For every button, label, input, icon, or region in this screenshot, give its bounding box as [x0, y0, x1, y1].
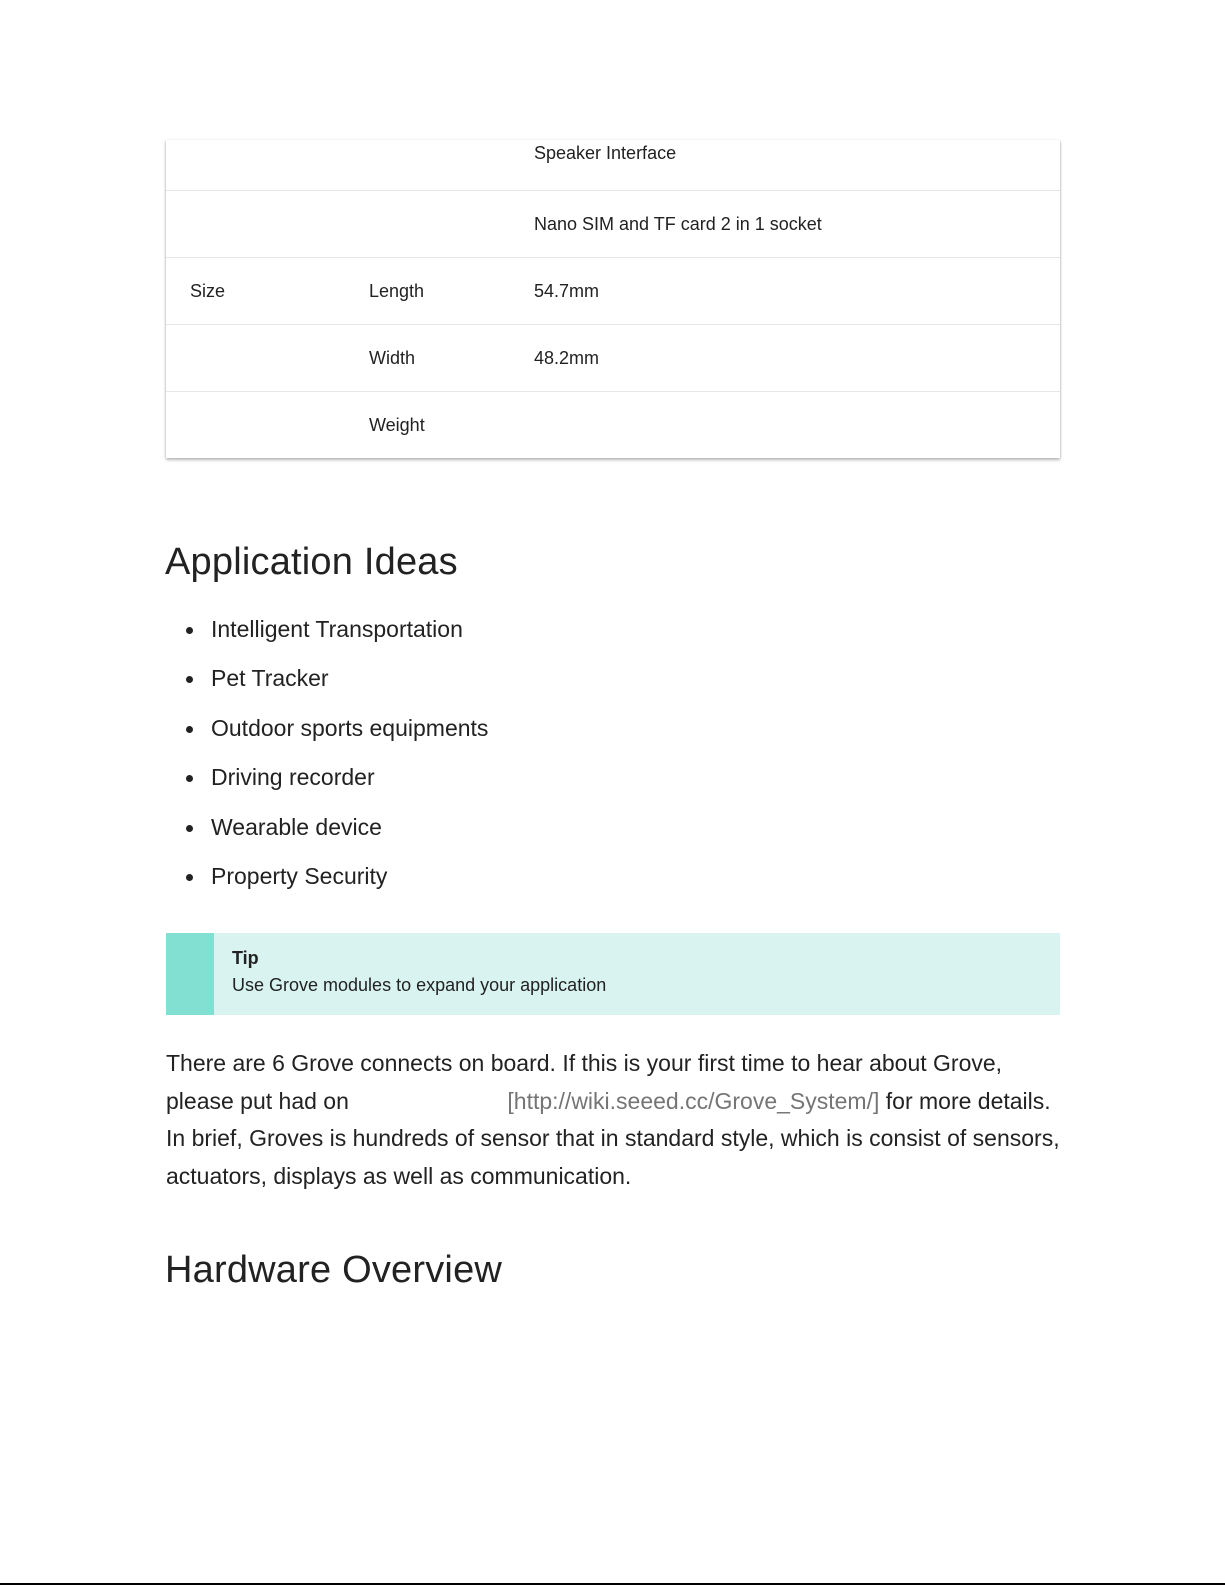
grove-system-link[interactable]: Grove System [355, 1087, 501, 1114]
application-ideas-list [166, 612, 488, 908]
table-cell-item: Length [345, 258, 510, 325]
table-cell-value: Nano SIM and TF card 2 in 1 socket [510, 191, 1060, 258]
grove-intro-paragraph [166, 1045, 1066, 1195]
list-item: Outdoor sports equipments [211, 711, 488, 760]
intro-text-before-link: There are 6 Grove connects on board. If this is your first time to hear about Grove, please put had on [166, 1050, 1003, 1114]
table-cell-category [166, 392, 345, 459]
table-cell-value: 48.2mm [510, 325, 1060, 392]
specification-table [166, 140, 1060, 458]
tip-body [214, 933, 606, 1015]
tip-text: Use Grove modules to expand your application [232, 975, 607, 995]
table-cell-item [345, 140, 510, 191]
table-cell-value [510, 392, 1060, 459]
tip-accent-bar [166, 933, 214, 1015]
list-item: Intelligent Transportation [211, 612, 488, 661]
hardware-overview-heading: Hardware Overview [165, 1249, 503, 1291]
tip-title: Tip [232, 948, 259, 968]
table-cell-value: 54.7mm [510, 258, 1060, 325]
table-cell-item: Width [345, 325, 510, 392]
table-cell-item [345, 191, 510, 258]
table-cell-category [166, 191, 345, 258]
list-item: Driving recorder [211, 760, 488, 809]
list-item: Wearable device [211, 810, 488, 859]
tip-callout [166, 933, 1060, 1015]
grove-system-url-link[interactable]: [http://wiki.seeed.cc/Grove_System/] [507, 1087, 880, 1114]
table-row [166, 392, 1060, 459]
list-item: Property Security [211, 859, 488, 908]
table-cell-category [166, 140, 345, 191]
table-cell-category [166, 325, 345, 392]
application-ideas-heading: Application Ideas [165, 541, 458, 583]
table-cell-item: Weight [369, 414, 425, 435]
table-row [166, 325, 1060, 392]
intro-text-after-link: for more details. In brief, Groves is hundreds of sensor that in standard style, which is consist of sensors, actuators, displays as well as communication. [166, 1087, 1060, 1189]
table-row [166, 191, 1060, 258]
table-row [166, 258, 1060, 325]
table-cell-category: Size [166, 258, 345, 325]
table-row [166, 140, 1060, 191]
table-cell-value: Speaker Interface [510, 140, 1060, 191]
list-item: Pet Tracker [211, 661, 488, 710]
spec-table-grid [166, 140, 1060, 458]
